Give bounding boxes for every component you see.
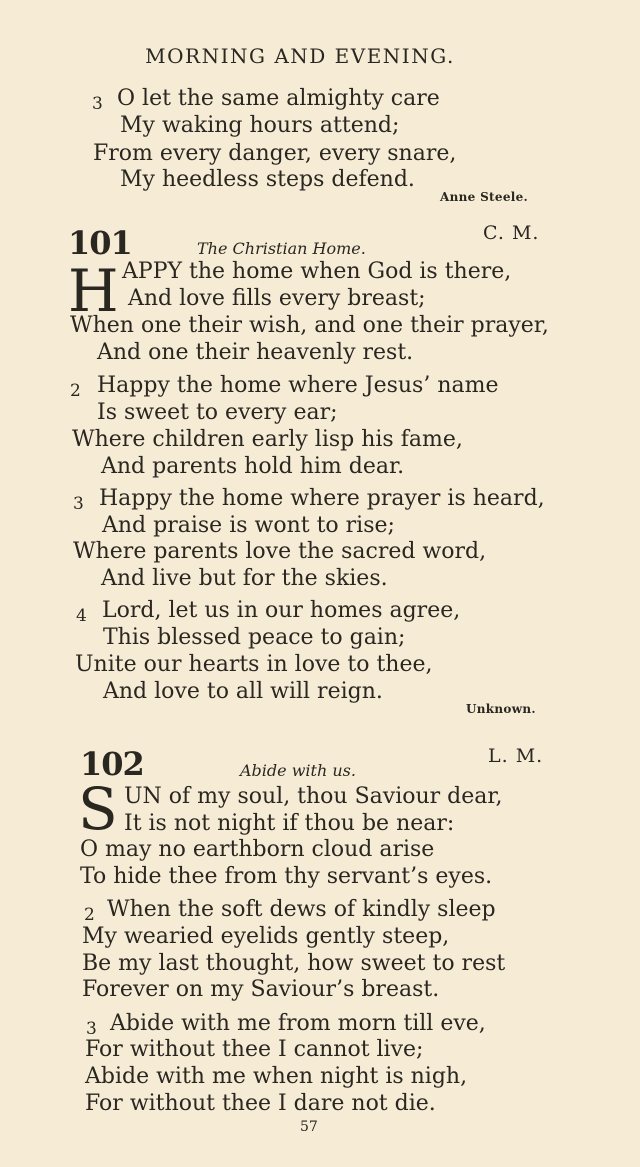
verse-number: 2 [70,381,81,401]
verse-number: 3 [92,94,103,114]
hymn-line: O may no earthborn cloud arise [80,837,435,862]
hymn-line: My wearied eyelids gently steep, [82,924,450,949]
hymn-line: Where parents love the sacred word, [73,539,487,564]
verse-number: 4 [76,606,87,626]
hymn-title: The Christian Home. [197,239,366,258]
hymn-line: For without thee I cannot live; [85,1037,424,1062]
hymn-line: O let the same almighty care [117,86,440,111]
hymn-line: And parents hold him dear. [101,454,405,479]
hymn-line: And one their heavenly rest. [97,340,414,365]
hymn-title: Abide with us. [240,761,356,780]
hymn-line: Lord, let us in our homes agree, [102,598,461,623]
hymn-line: From every danger, every snare, [93,141,457,166]
page-number: 57 [300,1119,318,1135]
hymn-line: APPY the home when God is there, [122,259,512,284]
hymn-line: For without thee I dare not die. [85,1091,436,1116]
verse-number: 3 [73,494,84,514]
hymn-meter: L. M. [488,745,544,767]
hymn-line: This blessed peace to gain; [103,625,406,650]
author-attribution: Anne Steele. [440,190,529,204]
drop-cap: H [68,257,119,325]
hymn-line: And love to all will reign. [103,679,383,704]
verse-number: 3 [86,1019,97,1039]
hymn-line: And praise is wont to rise; [102,513,395,538]
hymn-line: Where children early lisp his fame, [72,427,463,452]
hymn-line: To hide thee from thy servant’s eyes. [80,864,493,889]
hymn-line: UN of my soul, thou Saviour dear, [124,784,503,809]
hymn-line: Happy the home where Jesus’ name [97,373,499,398]
author-attribution: Unknown. [466,702,536,716]
hymn-line: Is sweet to every ear; [97,400,338,425]
hymn-line: When the soft dews of kindly sleep [107,897,496,922]
hymn-line: When one their wish, and one their prayer, [70,313,549,338]
hymn-number: 101 [68,224,132,262]
hymn-line: Forever on my Saviour’s breast. [82,977,440,1002]
hymn-line: My waking hours attend; [120,113,400,138]
page-header: MORNING AND EVENING. [145,44,455,68]
verse-number: 2 [84,905,95,925]
hymn-line: Unite our hearts in love to thee, [75,652,433,677]
hymn-line: Be my last thought, how sweet to rest [82,951,506,976]
hymn-line: It is not night if thou be near: [124,811,455,836]
hymn-line: Happy the home where prayer is heard, [99,486,545,511]
hymn-line: Abide with me from morn till eve, [110,1011,486,1036]
hymn-line: My heedless steps defend. [120,167,415,192]
drop-cap: S [78,775,118,843]
hymn-line: And live but for the skies. [101,566,388,591]
hymn-meter: C. M. [483,222,540,244]
hymn-line: Abide with me when night is nigh, [85,1064,468,1089]
hymn-number: 102 [80,745,144,783]
hymn-line: And love fills every breast; [128,286,426,311]
